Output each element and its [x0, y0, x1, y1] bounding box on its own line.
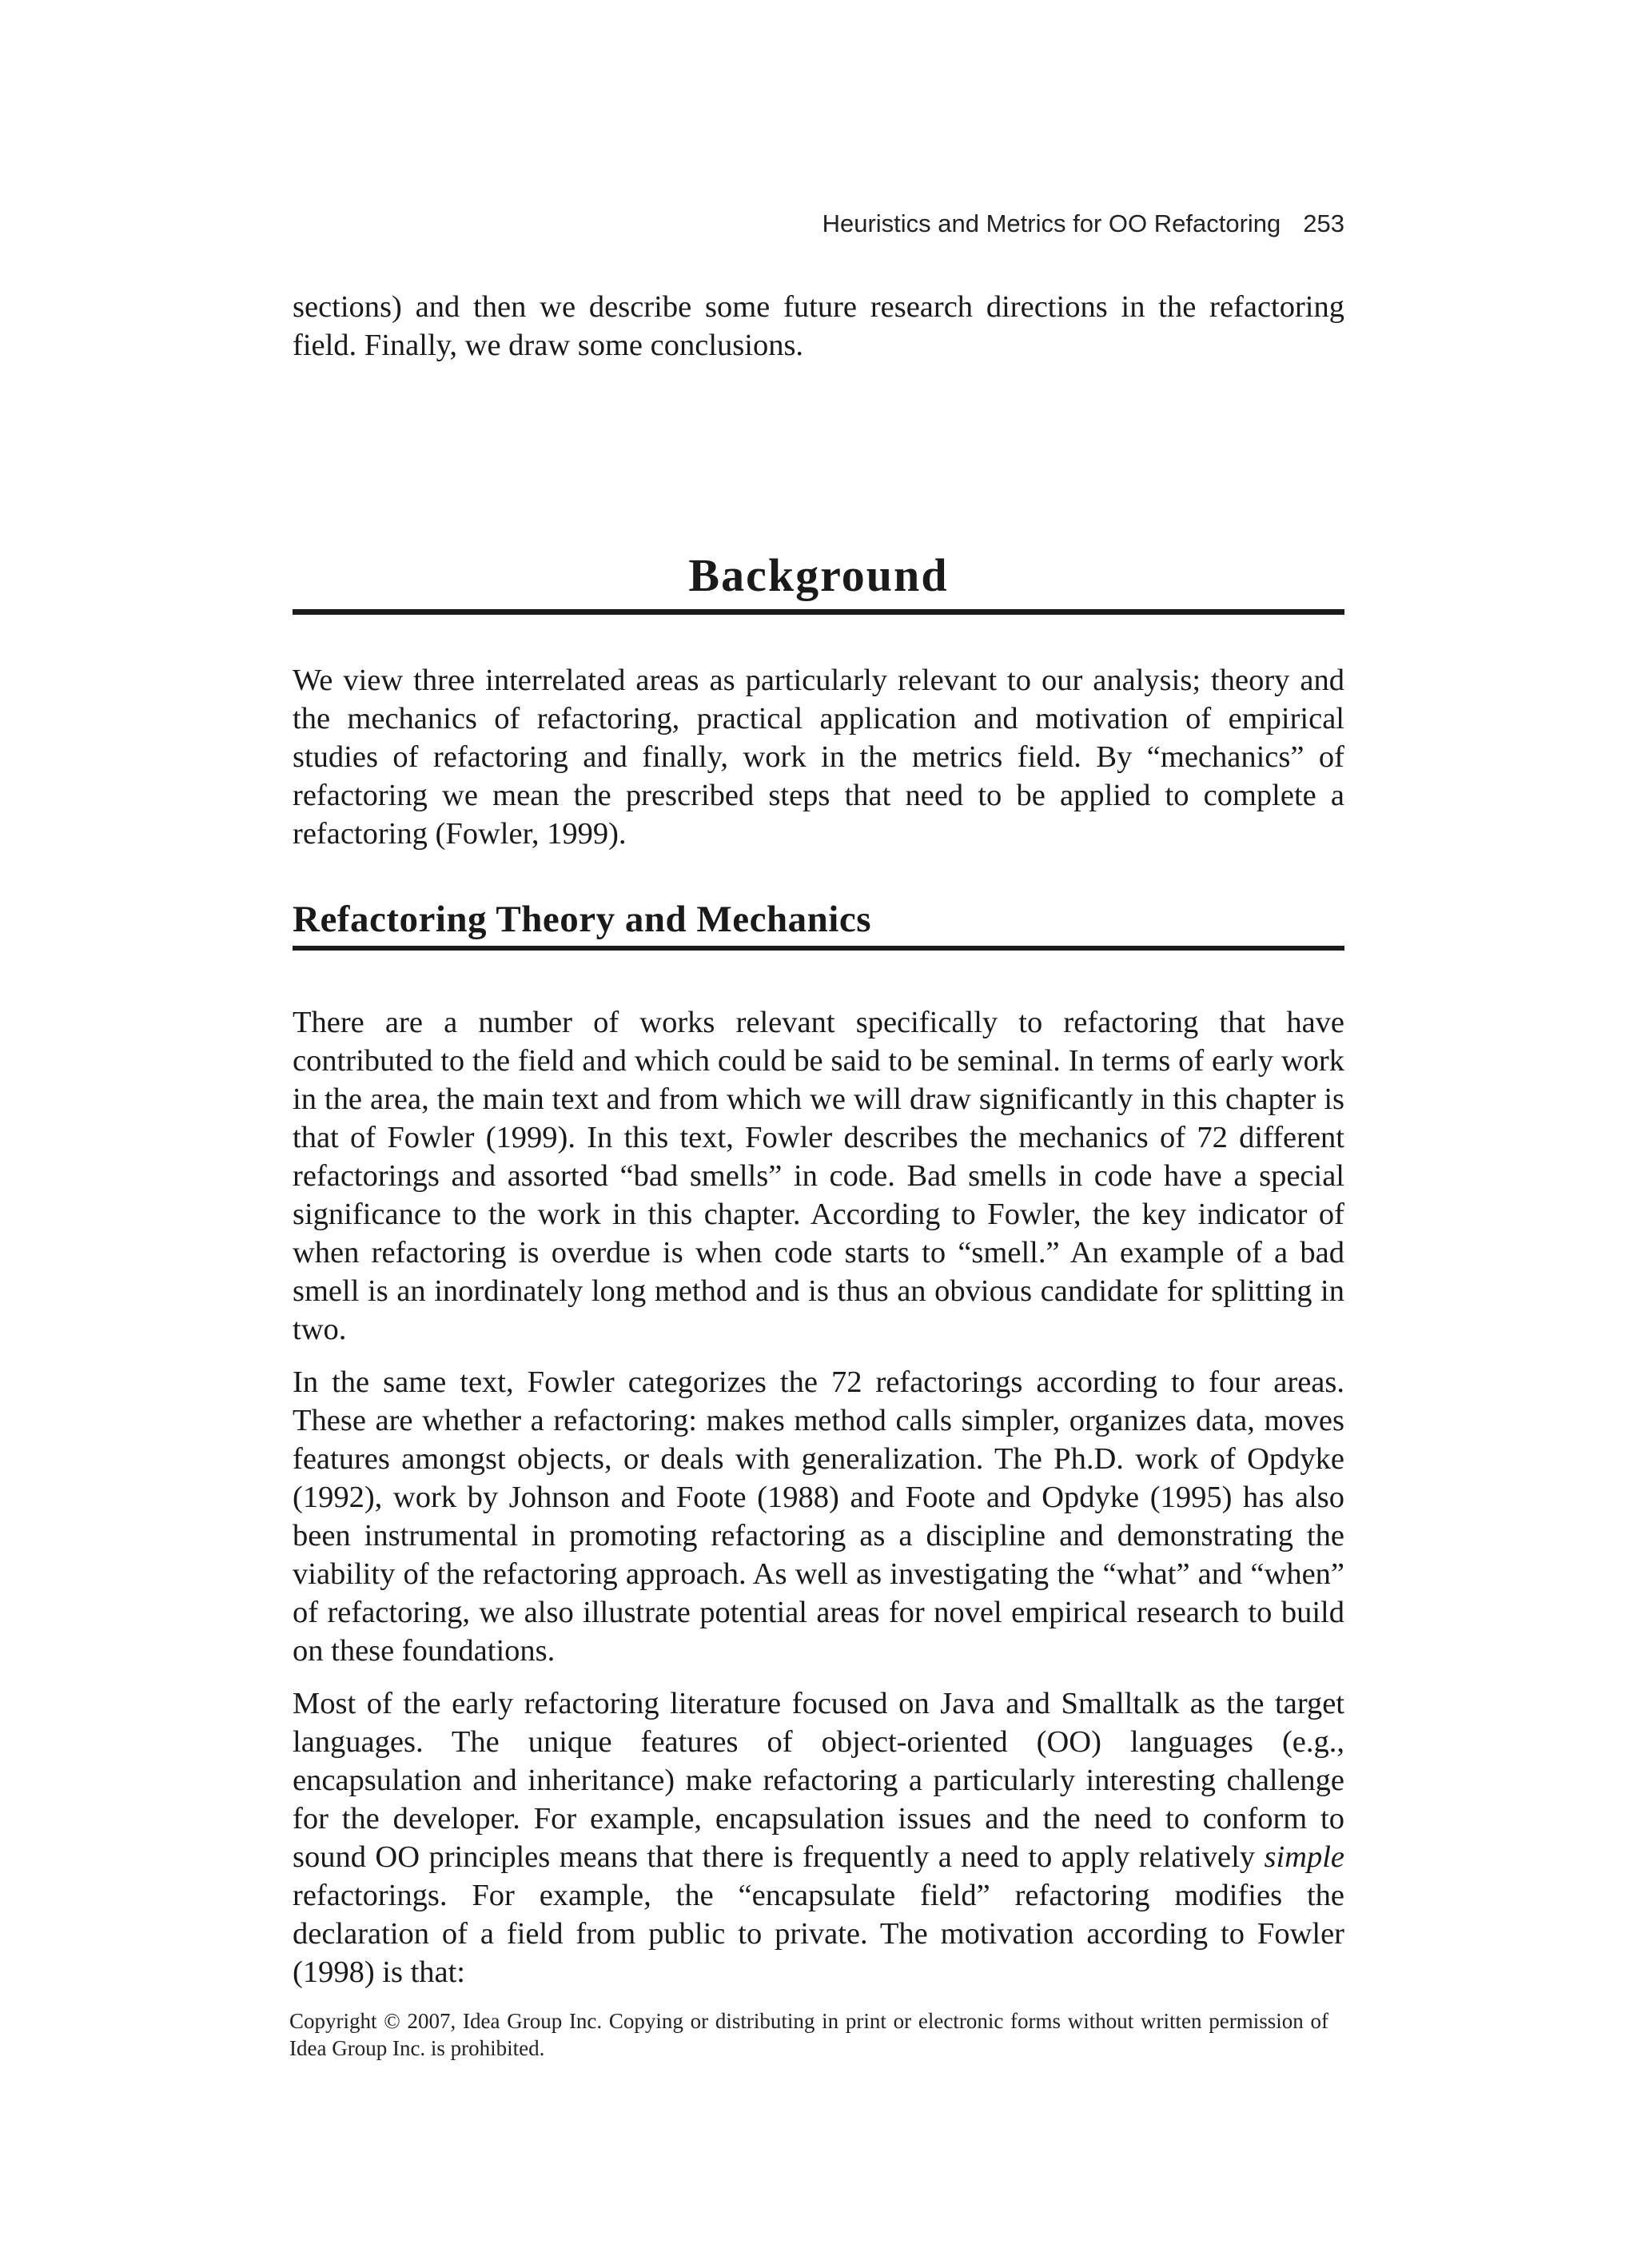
running-header: [293, 209, 1344, 238]
paragraph-3-text-start: Most of the early refactoring literature focused on Java and Smalltalk as the target languages. The unique features of object-oriented (OO) languages (e.g., encapsulation and inheritance) make refactoring a particularly interesting challenge for the developer. For example, encapsulation issues and the need to conform to sound OO principles means that there is frequently a need to apply relatively: [293, 1687, 1344, 1874]
page-number: 253: [1303, 209, 1344, 237]
running-title: Heuristics and Metrics for OO Refactoring: [822, 209, 1281, 237]
background-paragraph: We view three interrelated areas as particularly relevant to our analysis; theory and the mechanics of refactoring, practical application and motivation of empirical studies of refactoring and finally, work in the metrics field. By “mechanics” of refactoring we mean the prescribed steps that need to be applied to complete a refactoring (Fowler, 1999).: [293, 664, 1344, 851]
refactoring-theory-heading-rule: [293, 946, 1344, 951]
intro-paragraph: sections) and then we describe some future research directions in the refactoring field. Finally, we draw some conclusions.: [293, 290, 1344, 362]
background-heading: Background: [688, 549, 949, 601]
background-heading-rule: [293, 609, 1344, 615]
paragraph-3-italic-word: simple: [1264, 1840, 1344, 1874]
copyright-footer: Copyright © 2007, Idea Group Inc. Copying or distributing in print or electronic forms without written permission of Idea Group Inc. is prohibited.: [289, 2009, 1328, 2060]
page-body: [293, 288, 1344, 2006]
refactoring-theory-paragraph-2: In the same text, Fowler categorizes the 72 refactorings according to four areas. These are whether a refactoring: makes method calls simpler, organizes data, moves features amongst objects, or deals with generalization. The Ph.D. work of Opdyke (1992), work by Johnson and Foote (1988) and Foote and Opdyke (1995) has also been instrumental in promoting refactoring as a discipline and demonstrating the viability of the refactoring approach. As well as investigating the “what” and “when” of refactoring, we also illustrate potential areas for novel empirical research to build on these foundations.: [293, 1365, 1344, 1668]
refactoring-theory-paragraph-1: There are a number of works relevant specifically to refactoring that have contributed to the field and which could be said to be seminal. In terms of early work in the area, the main text and from which we will draw significantly in this chapter is that of Fowler (1999). In this text, Fowler describes the mechanics of 72 different refactorings and assorted “bad smells” in code. Bad smells in code have a special significance to the work in this chapter. According to Fowler, the key indicator of when refactoring is overdue is when code starts to “smell.” An example of a bad smell is an inordinately long method and is thus an obvious candidate for splitting in two.: [293, 1006, 1344, 1346]
refactoring-theory-paragraph-3: [293, 1684, 1344, 1991]
paragraph-3-text-end: refactorings. For example, the “encapsulate field” refactoring modifies the declaration of a field from public to private. The motivation according to Fowler (1998) is that:: [293, 1879, 1344, 1989]
refactoring-theory-heading: Refactoring Theory and Mechanics: [293, 899, 871, 940]
